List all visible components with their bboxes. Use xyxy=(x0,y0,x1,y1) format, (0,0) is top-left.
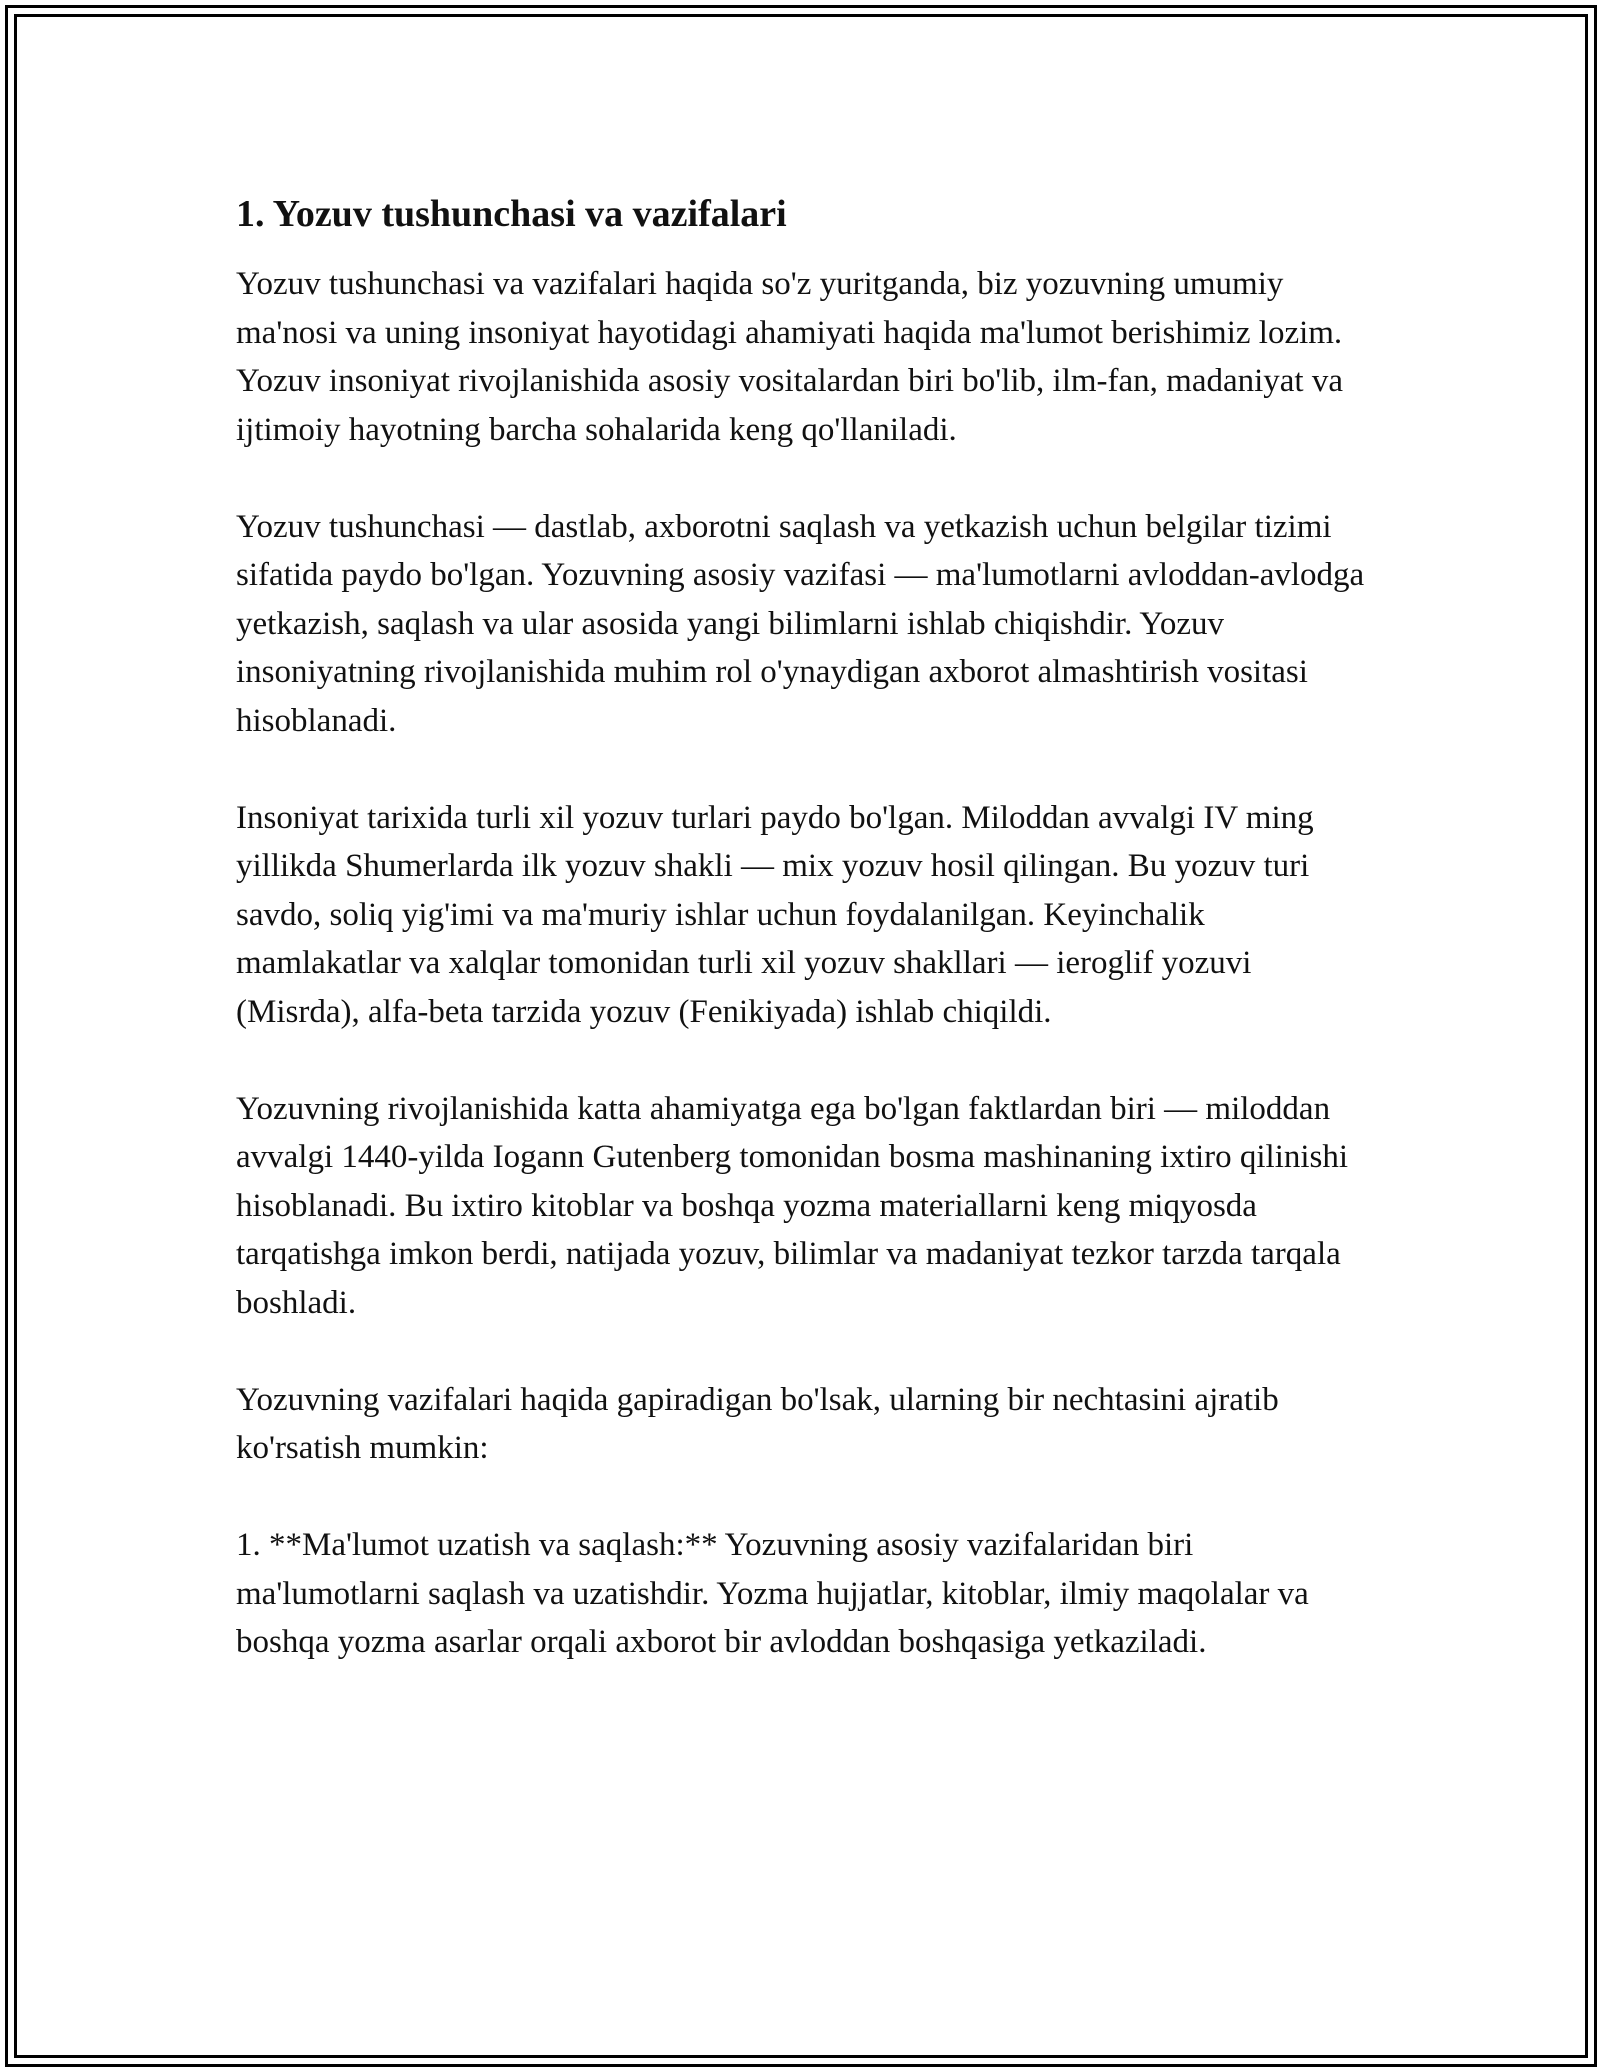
document-body xyxy=(236,186,1376,1715)
paragraph-history: Insoniyat tarixida turli xil yozuv turlari paydo bo'lgan. Miloddan avvalgi IV ming yillikda Shumerlarda ilk yozuv shakli — mix yozuv hosil qilingan. Bu yozuv turi savdo, soliq yig'imi va ma'muriy ishlar uchun foydalanilgan. Keyinchalik mamlakatlar va xalqlar tomonidan turli xil yozuv shakllari — ieroglif yozuvi (Misrda), alfa-beta tarzida yozuv (Fenikiyada) ishlab chiqildi. xyxy=(236,799,1314,1030)
paragraph-intro: Yozuv tushunchasi va vazifalari haqida so'z yuritganda, biz yozuvning umumiy ma'nosi va uning insoniyat hayotidagi ahamiyati haqida ma'lumot berishimiz lozim. Yozuv insoniyat rivojlanishida asosiy vositalardan biri bo'lib, ilm-fan, madaniyat va ijtimoiy hayotning barcha sohalarida keng qo'llaniladi. xyxy=(236,266,1343,448)
paragraph-gutenberg: Yozuvning rivojlanishida katta ahamiyatga ega bo'lgan faktlardan biri — miloddan avvalgi 1440-yilda Iogann Gutenberg tomonidan bosma mashinaning ixtiro qilinishi hisoblanadi. Bu ixtiro kitoblar va boshqa yozma materiallarni keng miqyosda tarqatishga imkon berdi, natijada yozuv, bilimlar va madaniyat tezkor tarzda tarqala boshladi. xyxy=(236,1090,1349,1321)
paragraph-functions-intro: Yozuvning vazifalari haqida gapiradigan bo'lsak, ularning bir nechtasini ajratib ko'rsatish mumkin: xyxy=(236,1381,1279,1466)
document-title: 1. Yozuv tushunchasi va vazifalari xyxy=(236,193,787,235)
paragraph-definition: Yozuv tushunchasi — dastlab, axborotni saqlash va yetkazish uchun belgilar tizimi sifatida paydo bo'lgan. Yozuvning asosiy vazifasi — ma'lumotlarni avloddan-avlodga yetkazish, saqlash va ular asosida yangi bilimlarni ishlab chiqishdir. Yozuv insoniyatning rivojlanishida muhim rol o'ynaydigan axborot almashtirish vositasi hisoblanadi. xyxy=(236,508,1365,739)
paragraph-function-1: 1. **Ma'lumot uzatish va saqlash:** Yozuvning asosiy vazifalaridan biri ma'lumotlarni saqlash va uzatishdir. Yozma hujjatlar, kitoblar, ilmiy maqolalar va boshqa yozma asarlar orqali axborot bir avloddan boshqasiga yetkaziladi. xyxy=(236,1527,1309,1660)
